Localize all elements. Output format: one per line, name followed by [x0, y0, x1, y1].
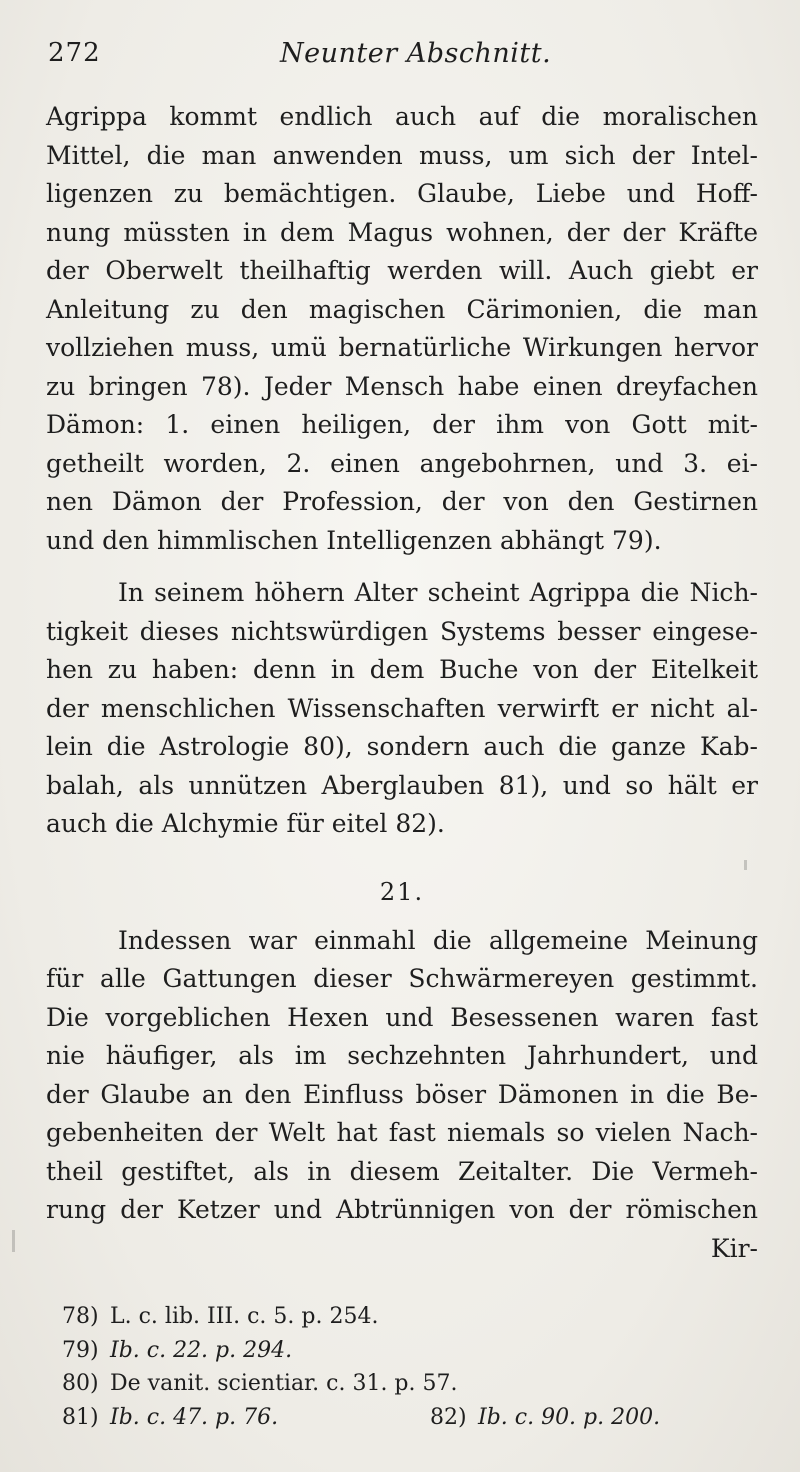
text-line: der Glaube an den Einfluss böser Dämonen in die Be-: [46, 1079, 758, 1109]
text-line: zu bringen 78). Jeder Mensch habe einen dreyfachen: [46, 371, 758, 401]
text-line: Mittel, die man anwenden muss, um sich der Intel-: [46, 140, 758, 170]
paper-blemish: [12, 1230, 15, 1252]
text-line: Die vorgeblichen Hexen und Besessenen waren fast: [46, 1002, 758, 1032]
text-line: nung müssten in dem Magus wohnen, der der Kräfte: [46, 217, 758, 247]
footnote-number: 79): [62, 1337, 99, 1363]
section-number: 21.: [379, 877, 425, 906]
text-line: auch die Alchymie für eitel 82).: [46, 809, 445, 838]
paragraph-3: [46, 922, 758, 1230]
text-line: Agrippa kommt endlich auch auf die moralischen: [46, 102, 758, 131]
footnote: [62, 1300, 712, 1334]
footnotes: [62, 1300, 712, 1434]
text-line: ligenzen zu bemächtigen. Glaube, Liebe und Hoff-: [46, 179, 758, 208]
paragraph-gap: [46, 560, 758, 574]
text-line: getheilt worden, 2. einen angebohrnen, und 3. ei-: [46, 448, 758, 478]
footnote: [62, 1367, 712, 1401]
footnote-text: L. c. lib. III. c. 5. p. 254.: [110, 1304, 379, 1329]
footnote: [62, 1334, 712, 1368]
text-line: rung der Ketzer und Abtrünnigen von der römischen: [46, 1195, 758, 1224]
footnote-text: Ib. c. 47. p. 76.: [110, 1404, 279, 1430]
footnote-text: Ib. c. 90. p. 200.: [478, 1404, 661, 1430]
paragraph-2: [46, 574, 758, 844]
text-line: Indessen war einmahl die allgemeine Meinung: [118, 925, 758, 955]
footnote-number: 82): [430, 1404, 467, 1430]
text-line: gebenheiten der Welt hat fast niemals so vielen Nach-: [46, 1118, 758, 1147]
text-line: theil gestiftet, als in diesem Zeitalter. Die Vermeh-: [46, 1156, 758, 1186]
footnote-number: 78): [62, 1304, 99, 1329]
text-line: Anleitung zu den magischen Cärimonien, die man: [46, 294, 758, 324]
running-head: Neunter Abschnitt.: [280, 38, 552, 69]
text-line: nen Dämon der Profession, der von den Gestirnen: [46, 487, 758, 516]
text-line: und den himmlischen Intelligenzen abhängt 79).: [46, 525, 662, 555]
text-line: In seinem höhern Alter scheint Agrippa die Nich-: [118, 578, 758, 607]
footnote-row: [62, 1401, 712, 1435]
paragraph-1: [46, 98, 758, 560]
text-line: lein die Astrologie 80), sondern auch die ganze Kab-: [46, 732, 758, 761]
text-line: für alle Gattungen dieser Schwärmereyen gestimmt.: [46, 964, 758, 993]
text-line: vollziehen muss, umü bernatürliche Wirkungen hervor: [46, 333, 758, 362]
text-line: nie häufiger, als im sechzehnten Jahrhundert, und: [46, 1041, 758, 1070]
paper-blemish: [744, 860, 747, 870]
text-line: Dämon: 1. einen heiligen, der ihm von Gott mit-: [46, 410, 758, 439]
main-text: [46, 98, 758, 1268]
text-line: hen zu haben: denn in dem Buche von der Eitelkeit: [46, 655, 758, 684]
footnote: [430, 1401, 660, 1435]
footnote-text: De vanit. scientiar. c. 31. p. 57.: [110, 1371, 458, 1396]
text-line: balah, als unnützen Aberglauben 81), und so hält er: [46, 770, 758, 800]
page-header: [48, 38, 752, 82]
text-line: tigkeit dieses nichtswürdigen Systems besser eingese-: [46, 616, 758, 646]
page-number: 272: [48, 38, 101, 68]
catchword: Kir-: [710, 1233, 758, 1263]
text-line: der Oberwelt theilhaftig werden will. Auch giebt er: [46, 256, 758, 285]
footnote-number: 81): [62, 1404, 99, 1430]
footnote-text: Ib. c. 22. p. 294.: [110, 1337, 293, 1363]
footnote-number: 80): [62, 1371, 99, 1396]
text-line: der menschlichen Wissenschaften verwirft er nicht al-: [46, 693, 758, 723]
